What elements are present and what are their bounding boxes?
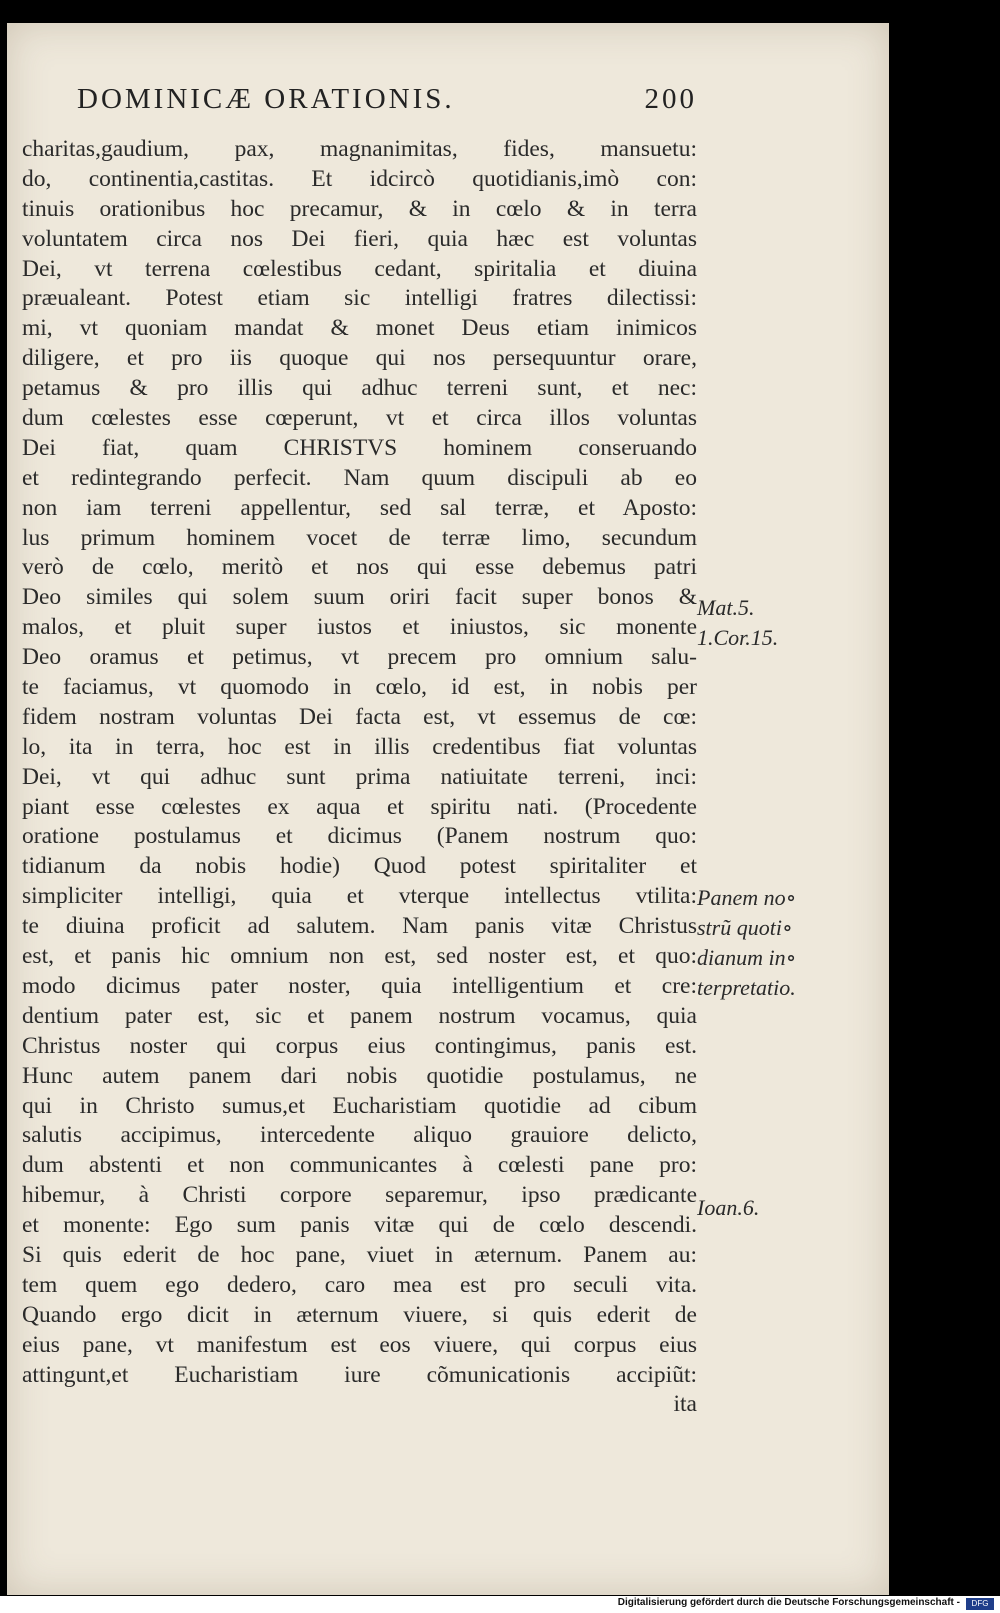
text-line: fidem nostram voluntas Dei facta est, vt essemus de cœ: xyxy=(22,703,697,730)
text-line: Dei fiat, quam CHRISTVS hominem conseruando xyxy=(22,434,697,461)
text-line: Dei, vt terrena cœlestibus cedant, spiritalia et diuina xyxy=(22,255,697,282)
text-line: lus primum hominem vocet de terræ limo, secundum xyxy=(22,524,697,551)
digitization-footer xyxy=(0,1596,1000,1613)
text-line: et monente: Ego sum panis vitæ qui de cœlo descendi. xyxy=(22,1212,697,1239)
text-line: simpliciter intelligi, quia et vterque intellectus vtilita: xyxy=(22,883,697,910)
text-line: tem quem ego dedero, caro mea est pro seculi vita. xyxy=(22,1271,697,1298)
text-line: qui in Christo sumus,et Eucharistiam quotidie ad cibum xyxy=(22,1092,697,1119)
text-line: et redintegrando perfecit. Nam quum discipuli ab eo xyxy=(22,464,697,491)
margin-note-ioan xyxy=(697,1193,759,1223)
margin-note-line: Ioan.6. xyxy=(697,1195,760,1220)
text-line: voluntatem circa nos Dei fieri, quia hæc est voluntas xyxy=(22,225,697,252)
text-line: verò de cœlo, meritò et nos qui esse debemus patri xyxy=(22,554,697,581)
text-line: Dei, vt qui adhuc sunt prima natiuitate terreni, inci: xyxy=(22,763,697,790)
text-line: mi, vt quoniam mandat & monet Deus etiam inimicos xyxy=(22,315,697,342)
margin-note-line: Mat.5. xyxy=(697,595,755,620)
margin-note-mat xyxy=(697,593,778,653)
book-page xyxy=(7,23,889,1595)
running-head xyxy=(77,83,697,123)
text-line: Christus noster qui corpus eius contingimus, panis est. xyxy=(22,1032,697,1059)
text-line: petamus & pro illis qui adhuc terreni sunt, et nec: xyxy=(22,375,697,402)
page-number: 200 xyxy=(644,83,697,115)
text-line: Deo similes qui solem suum oriri facit super bonos & xyxy=(22,584,697,611)
text-line: dentium pater est, sic et panem nostrum vocamus, quia xyxy=(22,1002,697,1029)
text-line: præualeant. Potest etiam sic intelligi fratres dilectissi: xyxy=(22,285,697,312)
text-line: Quando ergo dicit in æternum viuere, si quis ederit de xyxy=(22,1301,697,1328)
margin-note-line: 1.Cor.15. xyxy=(697,625,779,650)
text-line: malos, et pluit super iustos et iniustos, sic monente xyxy=(22,614,697,641)
text-line: oratione postulamus et dicimus (Panem nostrum quo: xyxy=(22,823,697,850)
margin-note-line: dianum in∘ xyxy=(697,945,797,970)
text-line: piant esse cœlestes ex aqua et spiritu nati. (Procedente xyxy=(22,793,697,820)
text-line: est, et panis hic omnium non est, sed noster est, et quo: xyxy=(22,943,697,970)
text-line: Hunc autem panem dari nobis quotidie postulamus, ne xyxy=(22,1062,697,1089)
text-line: tidianum da nobis hodie) Quod potest spiritaliter et xyxy=(22,853,697,880)
text-line: modo dicimus pater noster, quia intelligentium et cre: xyxy=(22,972,697,999)
text-line: eius pane, vt manifestum est eos viuere, qui corpus eius xyxy=(22,1331,697,1358)
funding-credit: Digitalisierung gefördert durch die Deutsche Forschungsgemeinschaft - xyxy=(617,1597,960,1608)
text-line: dum abstenti et non communicantes à cœlesti pane pro: xyxy=(22,1152,697,1179)
dfg-logo: DFG xyxy=(966,1598,994,1610)
text-line: do, continentia,castitas. Et idcircò quotidianis,imò con: xyxy=(22,165,697,192)
margin-note-line: terpretatio. xyxy=(697,975,796,1000)
text-line: salutis accipimus, intercedente aliquo grauiore delicto, xyxy=(22,1122,697,1149)
text-line: tinuis orationibus hoc precamur, & in cœlo & in terra xyxy=(22,195,697,222)
text-line: attingunt,et Eucharistiam iure cõmunicationis accipiũt: xyxy=(22,1361,697,1388)
text-line: diligere, et pro iis quoque qui nos persequuntur orare, xyxy=(22,345,697,372)
margin-note-line: Panem no∘ xyxy=(697,885,797,910)
text-line: lo, ita in terra, hoc est in illis credentibus fiat voluntas xyxy=(22,733,697,760)
text-line: Si quis ederit de hoc pane, viuet in æternum. Panem au: xyxy=(22,1241,697,1268)
text-line: non iam terreni appellentur, sed sal terræ, et Aposto: xyxy=(22,494,697,521)
text-line: charitas,gaudium, pax, magnanimitas, fides, mansuetu: xyxy=(22,136,697,162)
text-line: te diuina proficit ad salutem. Nam panis vitæ Christus xyxy=(22,913,697,940)
margin-note-line: strũ quoti∘ xyxy=(697,915,793,940)
text-line: dum cœlestes esse cœperunt, vt et circa illos voluntas xyxy=(22,405,697,432)
text-line: Deo oramus et petimus, vt precem pro omnium salu- xyxy=(22,644,697,671)
body-text xyxy=(22,135,697,1420)
text-line: ita xyxy=(673,1391,697,1418)
text-line: te faciamus, vt quomodo in cœlo, id est, in nobis per xyxy=(22,674,697,701)
margin-note-panem xyxy=(697,883,796,1003)
text-line: hibemur, à Christi corpore separemur, ipso prædicante xyxy=(22,1182,697,1209)
running-title: DOMINICÆ ORATIONIS. xyxy=(77,83,455,115)
